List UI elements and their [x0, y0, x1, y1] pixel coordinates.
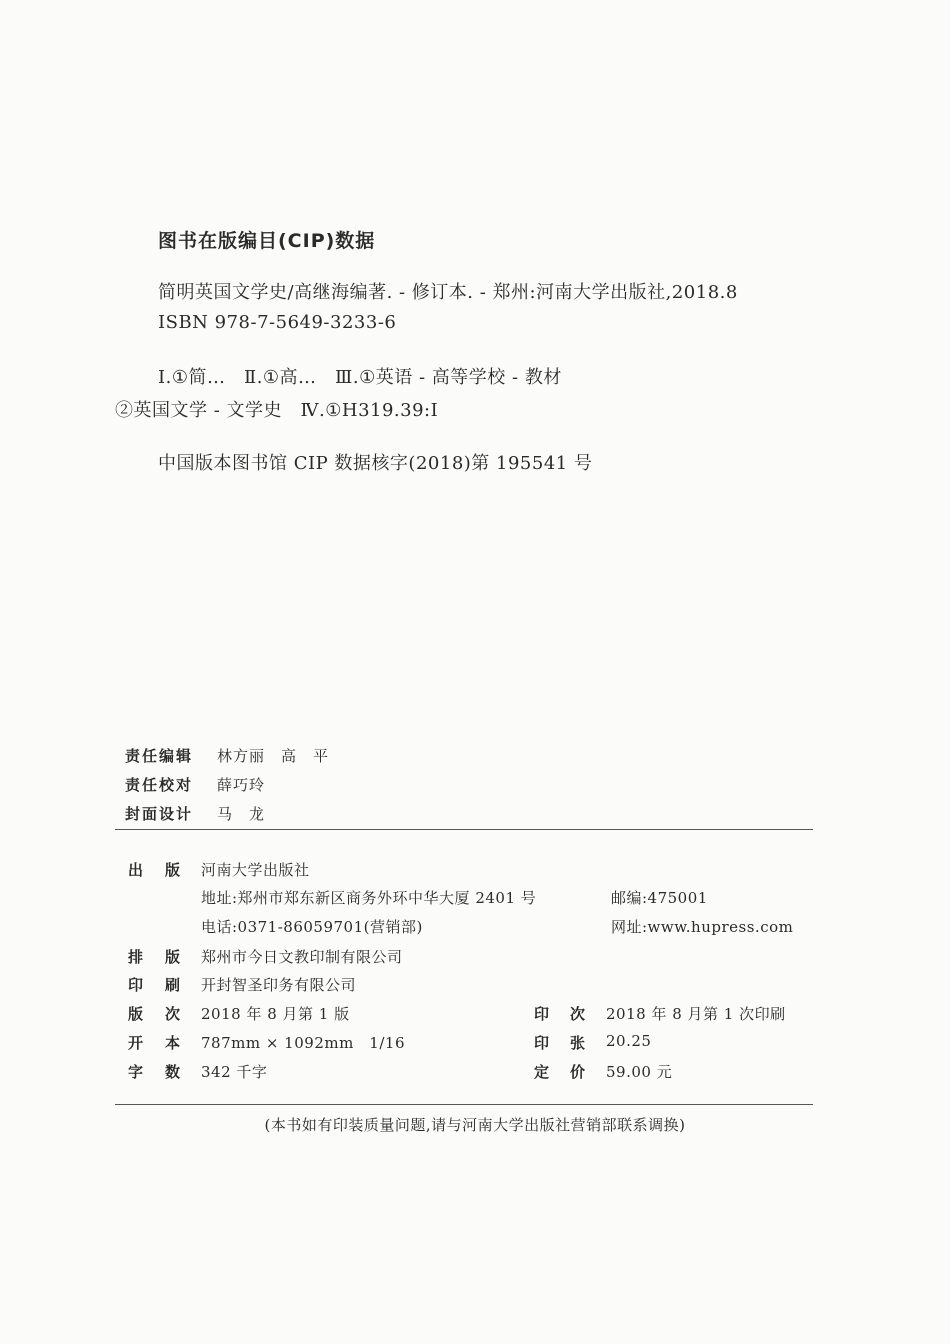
- detail-label-char: 印: [534, 1005, 550, 1023]
- publisher-website: 网址:www.hupress.com: [611, 918, 794, 936]
- divider-top: [115, 829, 813, 830]
- detail-value: 郑州市今日文教印制有限公司: [201, 948, 403, 966]
- detail-value: 342 千字: [201, 1063, 268, 1081]
- pub-label-char: 出: [128, 861, 144, 879]
- detail-label-char: 次: [570, 1005, 586, 1023]
- detail-value: 2018 年 8 月第 1 版: [201, 1005, 350, 1023]
- divider-bottom: [115, 1104, 813, 1105]
- detail-label-char: 印: [128, 976, 144, 994]
- credit-value: 林方丽 高 平: [217, 747, 330, 765]
- credit-label: 责任编辑: [125, 747, 194, 765]
- detail-value: 20.25: [606, 1032, 652, 1050]
- cip-isbn: ISBN 978-7-5649-3233-6: [158, 312, 397, 333]
- quality-notice: (本书如有印装质量问题,请与河南大学出版社营销部联系调换): [264, 1116, 686, 1134]
- detail-label-char: 版: [128, 1005, 144, 1023]
- credit-label: 封面设计: [125, 805, 194, 823]
- detail-label-char: 价: [570, 1063, 586, 1081]
- cip-subject-line-2: ②英国文学 - 文学史 Ⅳ.①H319.39:I: [115, 400, 439, 421]
- detail-label-char: 张: [570, 1034, 586, 1052]
- detail-value: 开封智圣印务有限公司: [201, 976, 357, 994]
- detail-label-char: 排: [128, 948, 144, 966]
- detail-label-char: 数: [165, 1063, 181, 1081]
- detail-label-char: 本: [165, 1034, 181, 1052]
- publisher-name: 河南大学出版社: [201, 861, 310, 879]
- publisher-phone: 电话:0371-86059701(营销部): [201, 918, 423, 936]
- detail-label-char: 刷: [165, 976, 181, 994]
- credit-value: 薛巧玲: [217, 776, 266, 794]
- detail-value: 2018 年 8 月第 1 次印刷: [606, 1005, 786, 1023]
- publisher-postcode: 邮编:475001: [611, 889, 708, 907]
- cip-bibliographic-line: 简明英国文学史/高继海编著. - 修订本. - 郑州:河南大学出版社,2018.8: [158, 282, 738, 303]
- credit-value: 马 龙: [217, 805, 266, 823]
- detail-label-char: 版: [165, 948, 181, 966]
- detail-label-char: 次: [165, 1005, 181, 1023]
- cip-data-number: 中国版本图书馆 CIP 数据核字(2018)第 195541 号: [158, 453, 593, 474]
- credit-label: 责任校对: [125, 776, 194, 794]
- publisher-address: 地址:郑州市郑东新区商务外环中华大厦 2401 号: [201, 889, 537, 907]
- cip-title: 图书在版编目(CIP)数据: [158, 230, 376, 252]
- detail-label-char: 字: [128, 1063, 144, 1081]
- cip-subject-line-1: Ⅰ.①简… Ⅱ.①高… Ⅲ.①英语 - 高等学校 - 教材: [158, 367, 562, 388]
- detail-value: 59.00 元: [606, 1063, 673, 1081]
- pub-label-char: 版: [165, 861, 181, 879]
- detail-label-char: 定: [534, 1063, 550, 1081]
- detail-label-char: 印: [534, 1034, 550, 1052]
- detail-label-char: 开: [128, 1034, 144, 1052]
- detail-value: 787mm × 1092mm 1/16: [201, 1034, 405, 1052]
